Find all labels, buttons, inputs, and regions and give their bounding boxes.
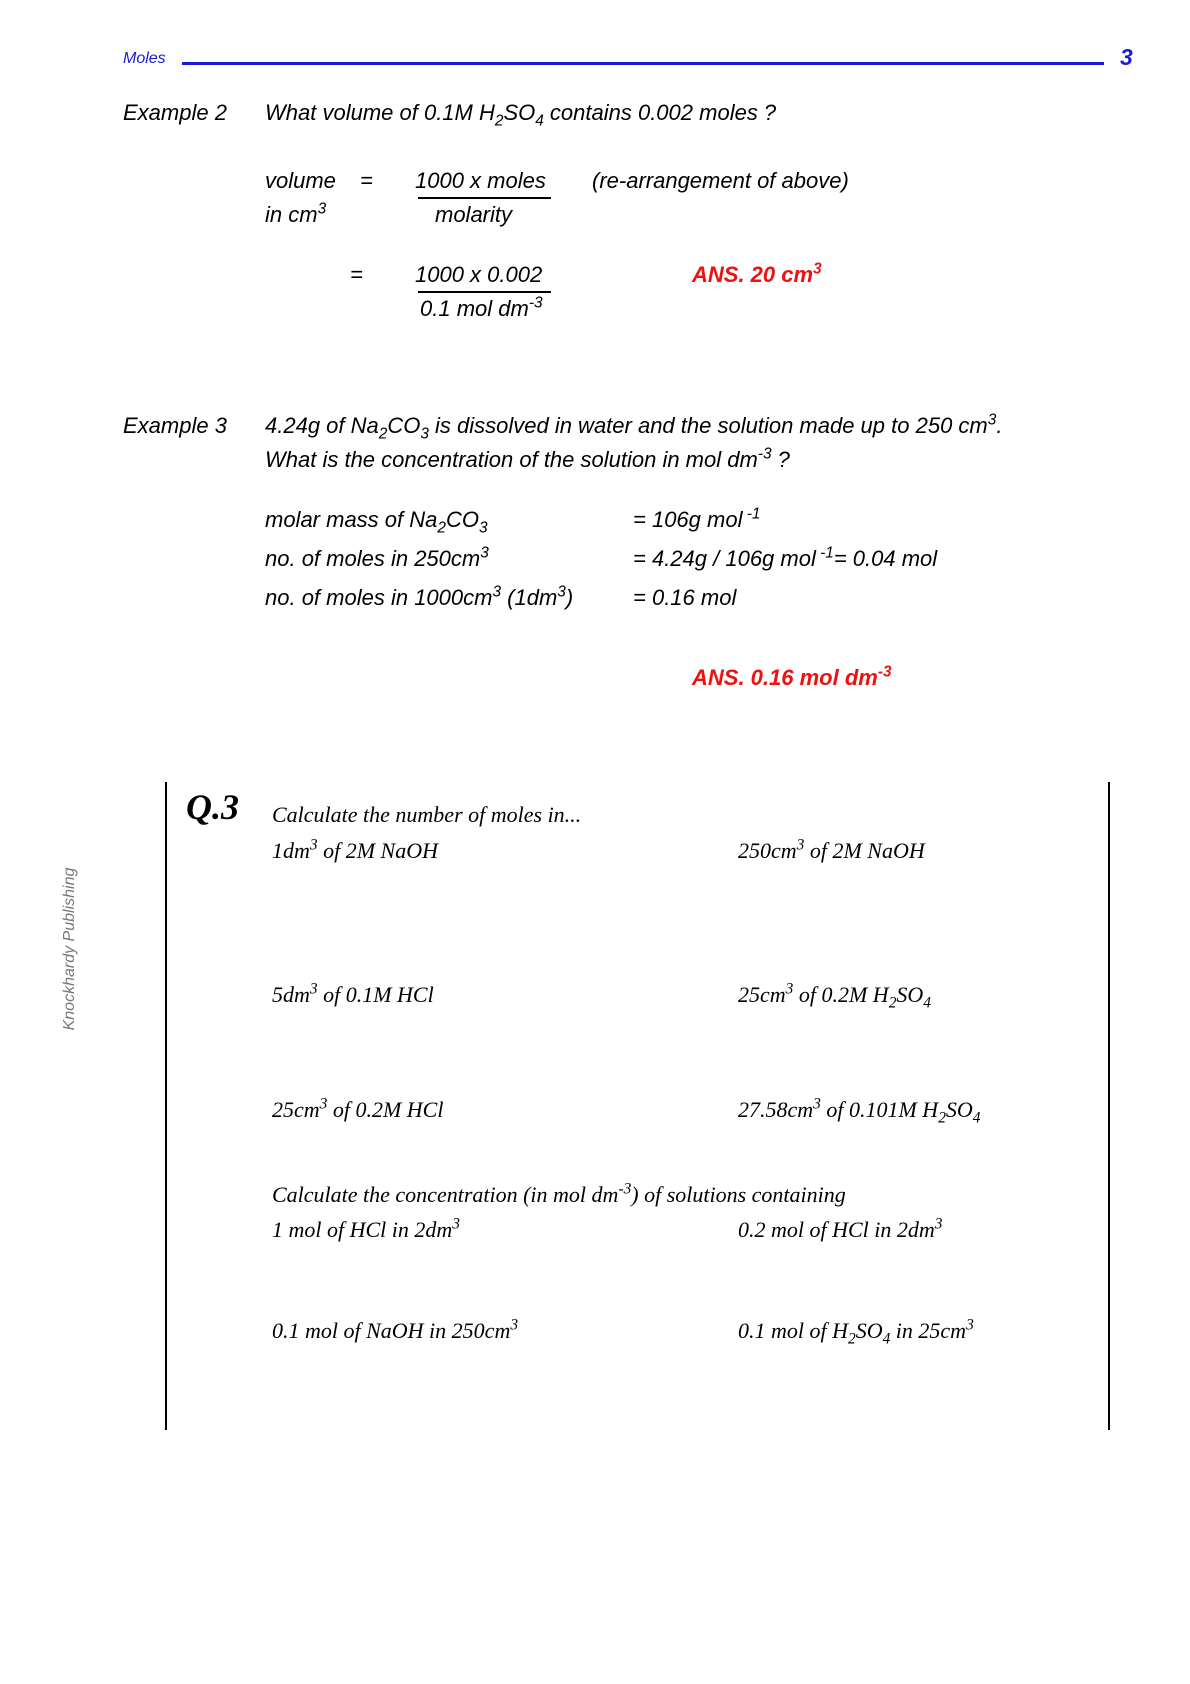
example2-question: What volume of 0.1M $H_2SO_4$ contains 0.002 moles ? [265,100,777,130]
question-item: $25cm^3$ of 0.2M HCl [272,1095,444,1122]
question-item: $5dm^3$ of 0.1M HCl [272,980,434,1007]
example3-line2: What is the concentration of the solution in mol $dm^{-3}$ ? [265,445,790,472]
header-rule [182,62,1104,65]
question-item: $27.58cm^3$ of 0.101M $H_2SO_4$ [738,1095,981,1127]
equals-sign: = [360,168,373,193]
question-item: $250cm^3$ of 2M NaOH [738,836,925,863]
calc-numerator: 1000 x 0.002 [415,262,543,287]
question-item: $25cm^3$ of 0.2M $H_2SO_4$ [738,980,931,1012]
moles-1000-label: no. of moles in $1000cm^3$ $(1dm^3)$ [265,583,574,610]
volume-label: volume [265,168,336,193]
example2-label: Example 2 [123,100,227,125]
example3-answer: ANS. 0.16 mol $dm^{-3}$ [692,663,892,690]
concentration-item: 1 mol of HCl in $2dm^3$ [272,1215,460,1242]
concentration-item: 0.1 mol of $H_2SO_4$ in $25cm^3$ [738,1316,974,1348]
molar-mass-value: = 106g mol $^{-1}$ [633,505,761,532]
concentration-item: 0.1 mol of NaOH in $250cm^3$ [272,1316,519,1343]
moles-250-value: = 4.24g / 106g mol $^{-1}$= 0.04 mol [633,544,938,571]
example3-line1: 4.24g of $Na_2CO_3$ is dissolved in water and the solution made up to 250 $cm^3$. [265,411,1003,443]
fraction-bar [418,291,551,293]
units-label: in $cm^3$ [265,200,327,227]
rearrangement-note: (re-arrangement of above) [592,168,849,193]
moles-1000-value: = 0.16 mol [633,585,737,610]
equals-sign: = [350,262,363,287]
publisher-label: Knockhardy Publishing [61,867,78,1031]
moles-250-label: no. of moles in $250cm^3$ [265,544,489,571]
example3-label: Example 3 [123,413,227,438]
question-item: $1dm^3$ of 2M NaOH [272,836,438,863]
formula-denominator: molarity [435,202,513,227]
page-number: 3 [1120,44,1133,70]
question-intro: Calculate the number of moles in... [272,802,582,827]
concentration-item: 0.2 mol of HCl in $2dm^3$ [738,1215,943,1242]
calc-denominator: 0.1 mol $dm^{-3}$ [420,294,543,321]
question-box-right-border [1108,782,1110,1430]
example2-answer: ANS. 20 $cm^3$ [692,260,822,287]
concentration-intro: Calculate the concentration (in mol $dm^{-3}$) of solutions containing [272,1180,846,1207]
section-title: Moles [123,50,166,67]
formula-numerator: 1000 x moles [415,168,546,193]
question-box-left-border [165,782,167,1430]
molar-mass-label: molar mass of $Na_2CO_3$ [265,507,488,537]
question-heading: Q.3 [186,787,239,827]
fraction-bar [418,197,551,199]
